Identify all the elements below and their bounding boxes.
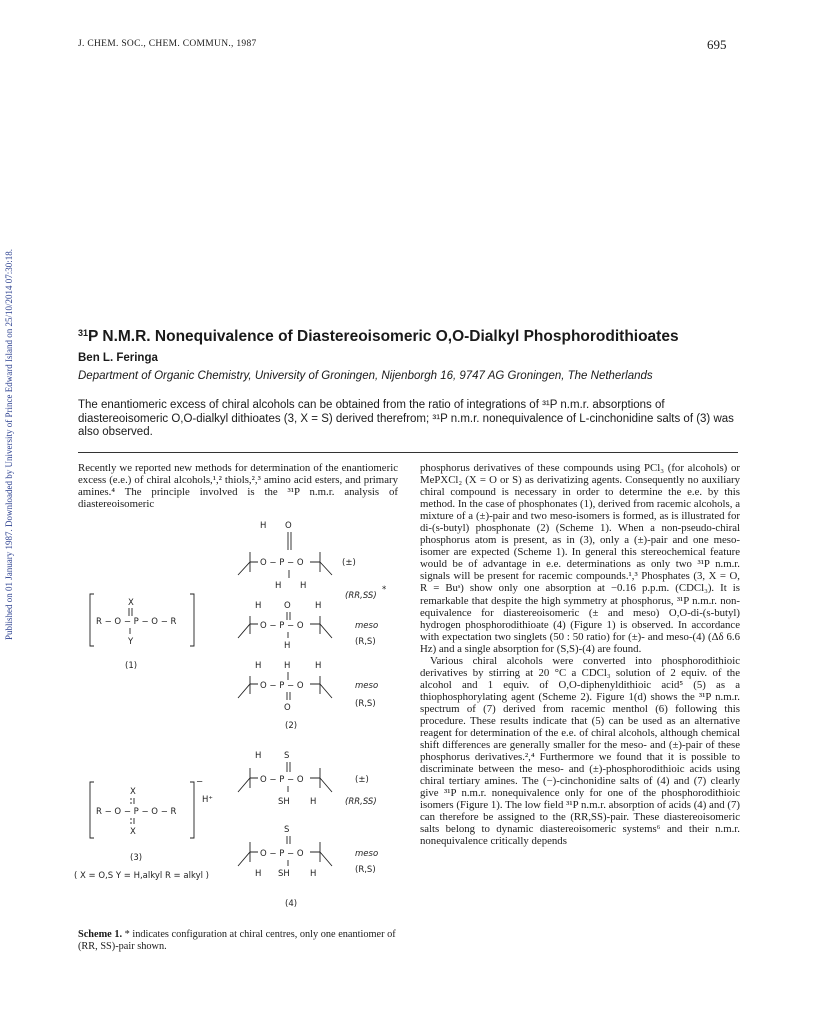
abstract: The enantiomeric excess of chiral alcohols can be obtained from the ratio of integrations of ³¹P n.m.r. absorptions of diastereoisomeric O,O-dialkyl dithioates (3, X = S) derived therefrom; ³¹P n.m.r. nonequivalence of L-cinchonidine salts of (3) was also observed. <box>78 399 734 438</box>
divider <box>78 452 738 453</box>
running-head: J. CHEM. SOC., CHEM. COMMUN., 1987 <box>78 39 257 49</box>
page-number: 695 <box>707 37 727 52</box>
atom-x: X <box>130 827 136 837</box>
label-rrss: (RR,SS) <box>345 591 377 601</box>
atom-h: H <box>315 661 322 671</box>
label-meso: meso <box>355 849 379 859</box>
structure-2-pm <box>238 521 386 601</box>
label-meso: meso <box>355 681 379 691</box>
atom-h: H <box>255 661 262 671</box>
label-pm: (±) <box>342 558 356 568</box>
h-plus: H⁺ <box>202 795 213 805</box>
label-2: (2) <box>285 721 298 731</box>
label-rrss: (RR,SS) <box>345 797 377 807</box>
atom-h: H <box>310 869 317 879</box>
label-meso: meso <box>355 621 379 631</box>
atom-sh: SH <box>278 869 290 879</box>
affiliation: Department of Organic Chemistry, University of Groningen, Nijenborgh 16, 9747 AG Groningen, The Netherlands <box>78 370 653 382</box>
atom-h: H <box>284 641 291 651</box>
scheme-caption <box>78 929 398 953</box>
caption-text: * indicates configuration at chiral centres, only one enantiomer of (RR, SS)-pair shown. <box>78 929 396 952</box>
structure-1-generic <box>90 594 194 671</box>
atom-h: H <box>315 601 322 611</box>
label-rs: (R,S) <box>355 637 376 647</box>
body-paragraph: Various chiral alcohols were converted into phosphorodithioic derivatives by stirring at 20 °C a CDCl₃ solution of 2 equiv. of the alcohol and 1 equiv. of O,O-diphenyldithioic acid⁵ (5) as a thiophosphorylating agent (Scheme 2). Figure 1(d) shows the ³¹P n.m.r. spectrum of (7) derived from racemic menthol (6) following this procedure. These results indicate that (5) can be used as an alternative reagent for determination of the e.e. of chiral alcohols, although chemical shift differences are generally smaller for the meso- and (±)-pair of these phosphorus derivatives.²,⁴ Furthermore we found that it is possible to discriminate between the meso- and (±)-phosphorodithioic acids using chiral tertiary amines. The (−)-cinchonidine salts of (4) and (7) clearly give ³¹P n.m.r. nonequivalence only for one of the phosphorodithioic isomers (Figure 1). The low field ³¹P n.m.r. absorption of acids (4) and (7) can therefore be assigned to the (RR,SS)-pair. These diastereoisomeric salts belong to dynamic diastereoisomeric systems⁶ and their n.m.r. nonequivalence critically depends <box>420 654 740 848</box>
generic-3-chain: R − O − P − O − R <box>96 807 177 817</box>
title-superscript: 31 <box>78 328 89 338</box>
title-text: P N.M.R. Nonequivalence of Diastereoisomeric O,O-Dialkyl Phosphorodithioates <box>88 328 679 345</box>
label-pm: (±) <box>355 775 369 785</box>
generic-1-chain: R − O − P − O − R <box>96 617 177 627</box>
article-title <box>78 328 758 346</box>
atom-h: H <box>255 869 262 879</box>
structure-4-pm <box>238 751 377 807</box>
label-rs: (R,S) <box>355 865 376 875</box>
ester-core: O − P − O <box>260 558 304 568</box>
atom-h: H <box>255 601 262 611</box>
label-3: (3) <box>130 853 143 863</box>
atom-x: X <box>130 787 136 797</box>
body-right-column <box>420 462 740 848</box>
label-1: (1) <box>125 661 138 671</box>
atom-o: O <box>284 601 291 611</box>
scheme-1-figure <box>70 520 400 920</box>
atom-h: H <box>275 581 282 591</box>
label-4: (4) <box>285 899 298 909</box>
atom-h: H <box>260 521 267 531</box>
star-mark: * <box>382 585 387 595</box>
ester-core: O − P − O <box>260 849 304 859</box>
structure-4-meso <box>238 825 378 909</box>
atom-x: X <box>128 598 134 608</box>
atom-o: O <box>284 703 291 713</box>
structure-3-generic <box>74 777 213 881</box>
ester-core: O − P − O <box>260 775 304 785</box>
charge-minus: − <box>196 777 204 787</box>
structure-2-meso-b <box>238 661 378 731</box>
atom-h: H <box>310 797 317 807</box>
legend-3: ( X = O,S Y = H,alkyl R = alkyl ) <box>74 871 209 881</box>
atom-h: H <box>255 751 262 761</box>
download-stamp: Published on 01 January 1987. Downloaded by University of Prince Edward Island on 25/10/2014 07:30:18. <box>4 249 14 640</box>
atom-h: H <box>300 581 307 591</box>
body-left-intro: Recently we reported new methods for determination of the enantiomeric excess (e.e.) of chiral alcohols,¹,² thiols,²,³ amino acid esters, and primary amines.⁴ The principle involved is the ³¹P n.m.r. analysis of diastereoisomeric <box>78 462 398 511</box>
atom-o: O <box>285 521 292 531</box>
structure-2-meso-a <box>238 601 378 651</box>
ester-core: O − P − O <box>260 621 304 631</box>
atom-y: Y <box>128 637 134 647</box>
body-paragraph: phosphorus derivatives of these compounds using PCl₃ (for alcohols) or MePXCl₂ (X = O or S) as derivatizing agents. Consequently no auxiliary chiral compound is necessary in order to determine the e.e. by this method. In the case of phosphonates (1), derived from racemic alcohols, a mixture of a (±)-pair and two meso-isomers is formed, as is illustrated for di-(s-butyl) phosphonate (2) (Scheme 1). When a non-pseudo-chiral phosphorus atom is present, as in (3), only a (±)-pair and one meso-isomer are expected (Scheme 1). In general this stereochemical feature would be of advantage in e.e. determinations as only two ³¹P n.m.r. signals will be present for racemic compounds.¹,³ Phosphates (3, X = O, R = Buˢ) show only one absorption at −0.16 p.p.m. (CDCl₃). It is remarkable that despite the high symmetry at phosphorus, ³¹P n.m.r. non-equivalence for diastereoisomeric (± and meso) O,O-di-(s-butyl) hydrogen phosphorodithioate (4) (Figure 1) is observed. In accordance with expectation two singlets (50 : 50 ratio) for (±)- and meso-(4) (Δδ 6.6 Hz) and a single absorption for (S,S)-(4) are found. <box>420 462 740 655</box>
caption-label: Scheme 1. <box>78 929 123 940</box>
atom-h: H <box>284 661 291 671</box>
atom-s: S <box>284 751 290 761</box>
author: Ben L. Feringa <box>78 352 158 364</box>
label-rs: (R,S) <box>355 699 376 709</box>
ester-core: O − P − O <box>260 681 304 691</box>
atom-s: S <box>284 825 290 835</box>
atom-sh: SH <box>278 797 290 807</box>
